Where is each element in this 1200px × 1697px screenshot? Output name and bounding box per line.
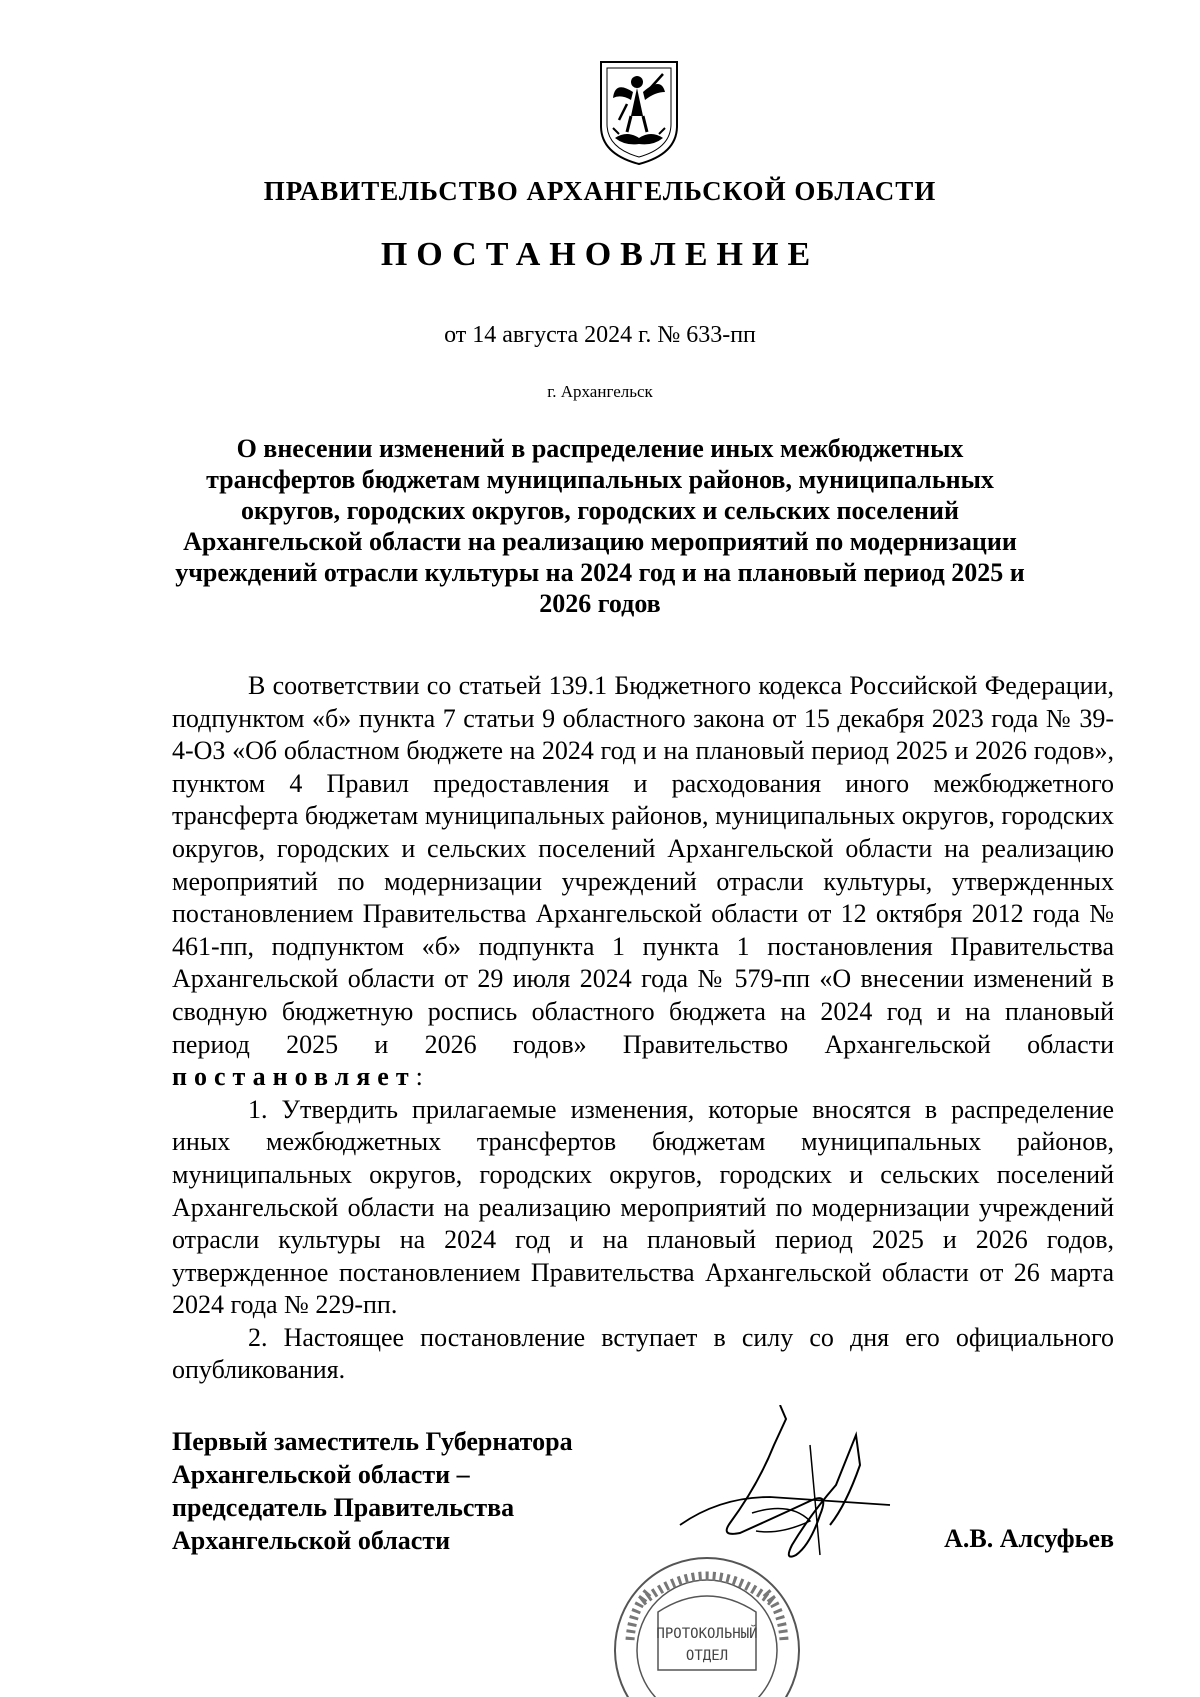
stamp-text-line: ОТДЕЛ	[685, 1648, 729, 1664]
coat-of-arms-icon	[597, 58, 681, 168]
signer-position-line: Архангельской области	[172, 1526, 451, 1555]
decree-word: постановляет	[172, 1062, 416, 1092]
document-body	[172, 670, 1114, 1387]
preamble-text: В соответствии со статьей 139.1 Бюджетного кодекса Российской Федерации, подпунктом «б» пункта 7 статьи 9 областного закона от 15 декабря 2023 года № 39-4-ОЗ «Об областном бюджете на 2024 год и на плановый период 2025 и 2026 годов», пунктом 4 Правил предоставления и расходования иного межбюджетного трансферта бюджетам муниципальных районов, муниципальных округов, городских округов, городских и сельских поселений Архангельской области на реализацию мероприятий по модернизации учреждений отрасли культуры, утвержденных постановлением Правительства Архангельской области от 12 октября 2012 года № 461-пп, подпунктом «б» подпункта 1 пункта 1 постановления Правительства Архангельской области от 29 июля 2024 года № 579-пп «О внесении изменений в сводную бюджетную роспись областного бюджета на 2024 год и на плановый период 2025 и 2026 годов» Правительство Архангельской области	[172, 671, 1114, 1059]
signer-name: А.В. Алсуфьев	[944, 1524, 1114, 1553]
round-stamp	[612, 1540, 802, 1697]
signer-position-line: председатель Правительства	[172, 1493, 515, 1522]
document-date-number: от 14 августа 2024 г. № 633-пп	[444, 322, 756, 348]
item-1-paragraph: 1. Утвердить прилагаемые изменения, которые вносятся в распределение иных межбюджетных трансфертов бюджетам муниципальных районов, муниципальных округов, городских округов, городских и сельских поселений Архангельской области на реализацию мероприятий по модернизации учреждений отрасли культуры на 2024 год и на плановый период 2025 и 2026 годов, утвержденное постановлением Правительства Архангельской области от 26 марта 2024 года № 229-пп.	[172, 1094, 1114, 1320]
decree-suffix: :	[415, 1062, 423, 1092]
signer-position	[172, 1425, 573, 1557]
government-title: ПРАВИТЕЛЬСТВО АРХАНГЕЛЬСКОЙ ОБЛАСТИ	[263, 176, 937, 206]
document-city: г. Архангельск	[547, 382, 653, 401]
signer-position-line: Архангельской области –	[172, 1460, 470, 1489]
document-type: ПОСТАНОВЛЕНИЕ	[380, 236, 820, 273]
document-heading: О внесении изменений в распределение иных межбюджетных трансфертов бюджетам муниципальных районов, муниципальных округов, городских округов, городских и сельских поселений Архангельской области на реализацию мероприятий по модернизации учреждений отрасли культуры на 2024 год и на плановый период 2025 и 2026 годов	[175, 434, 1025, 618]
item-2-paragraph: 2. Настоящее постановление вступает в силу со дня его официального опубликования.	[172, 1322, 1114, 1385]
preamble-paragraph	[172, 670, 1114, 1094]
stamp-text-line: ПРОТОКОЛЬНЫЙ	[656, 1626, 758, 1642]
signer-position-line: Первый заместитель Губернатора	[172, 1427, 573, 1456]
